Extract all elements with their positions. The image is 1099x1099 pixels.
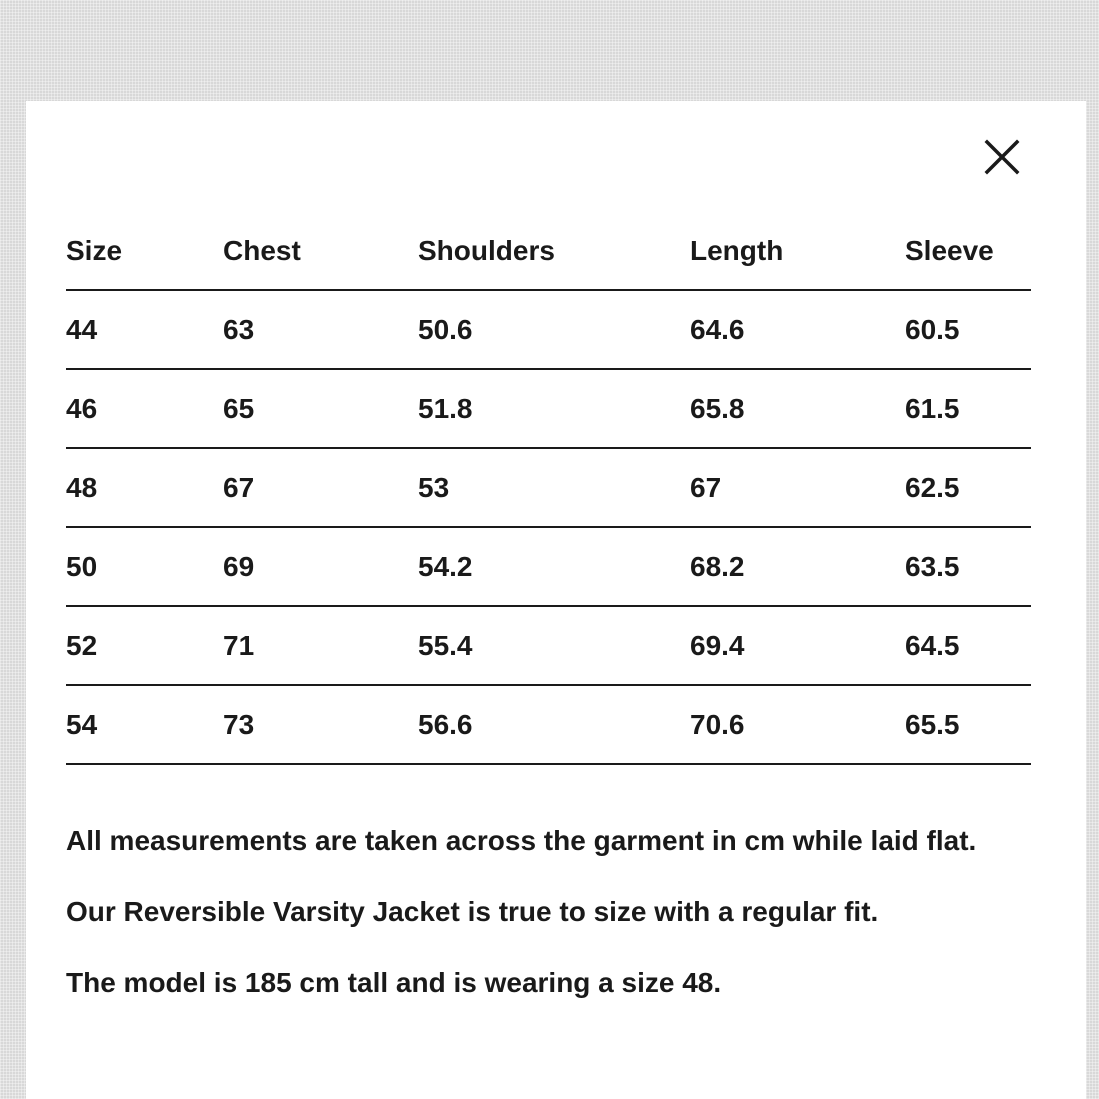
cell-chest: 71 <box>223 606 418 685</box>
table-row <box>66 369 1031 448</box>
header-size: Size <box>66 212 223 290</box>
cell-size: 52 <box>66 606 223 685</box>
size-notes <box>66 821 996 1034</box>
table-header-row <box>66 212 1031 290</box>
table-row <box>66 448 1031 527</box>
size-guide-modal <box>26 101 1086 1099</box>
cell-size: 44 <box>66 290 223 369</box>
header-shoulders: Shoulders <box>418 212 690 290</box>
model-note: The model is 185 cm tall and is wearing a size 48. <box>66 967 722 998</box>
close-button[interactable] <box>980 135 1024 179</box>
cell-length: 69.4 <box>690 606 905 685</box>
cell-length: 65.8 <box>690 369 905 448</box>
header-length: Length <box>690 212 905 290</box>
cell-size: 54 <box>66 685 223 764</box>
table-row <box>66 685 1031 764</box>
cell-length: 64.6 <box>690 290 905 369</box>
cell-chest: 69 <box>223 527 418 606</box>
size-chart-table <box>66 212 1031 765</box>
measurement-note: All measurements are taken across the garment in cm while laid flat. <box>66 825 977 856</box>
cell-shoulders: 53 <box>418 448 690 527</box>
cell-size: 48 <box>66 448 223 527</box>
cell-sleeve: 64.5 <box>905 606 1031 685</box>
cell-length: 70.6 <box>690 685 905 764</box>
fit-note: Our Reversible Varsity Jacket is true to size with a regular fit. <box>66 896 879 927</box>
cell-size: 46 <box>66 369 223 448</box>
header-chest: Chest <box>223 212 418 290</box>
cell-sleeve: 61.5 <box>905 369 1031 448</box>
header-sleeve: Sleeve <box>905 212 1031 290</box>
cell-sleeve: 60.5 <box>905 290 1031 369</box>
cell-shoulders: 55.4 <box>418 606 690 685</box>
cell-chest: 63 <box>223 290 418 369</box>
cell-chest: 65 <box>223 369 418 448</box>
table-row <box>66 290 1031 369</box>
cell-shoulders: 54.2 <box>418 527 690 606</box>
cell-size: 50 <box>66 527 223 606</box>
table-row <box>66 527 1031 606</box>
table-row <box>66 606 1031 685</box>
cell-sleeve: 65.5 <box>905 685 1031 764</box>
cell-sleeve: 62.5 <box>905 448 1031 527</box>
cell-length: 67 <box>690 448 905 527</box>
cell-length: 68.2 <box>690 527 905 606</box>
cell-shoulders: 56.6 <box>418 685 690 764</box>
cell-chest: 67 <box>223 448 418 527</box>
cell-shoulders: 51.8 <box>418 369 690 448</box>
cell-chest: 73 <box>223 685 418 764</box>
cell-shoulders: 50.6 <box>418 290 690 369</box>
cell-sleeve: 63.5 <box>905 527 1031 606</box>
close-icon <box>980 135 1024 179</box>
